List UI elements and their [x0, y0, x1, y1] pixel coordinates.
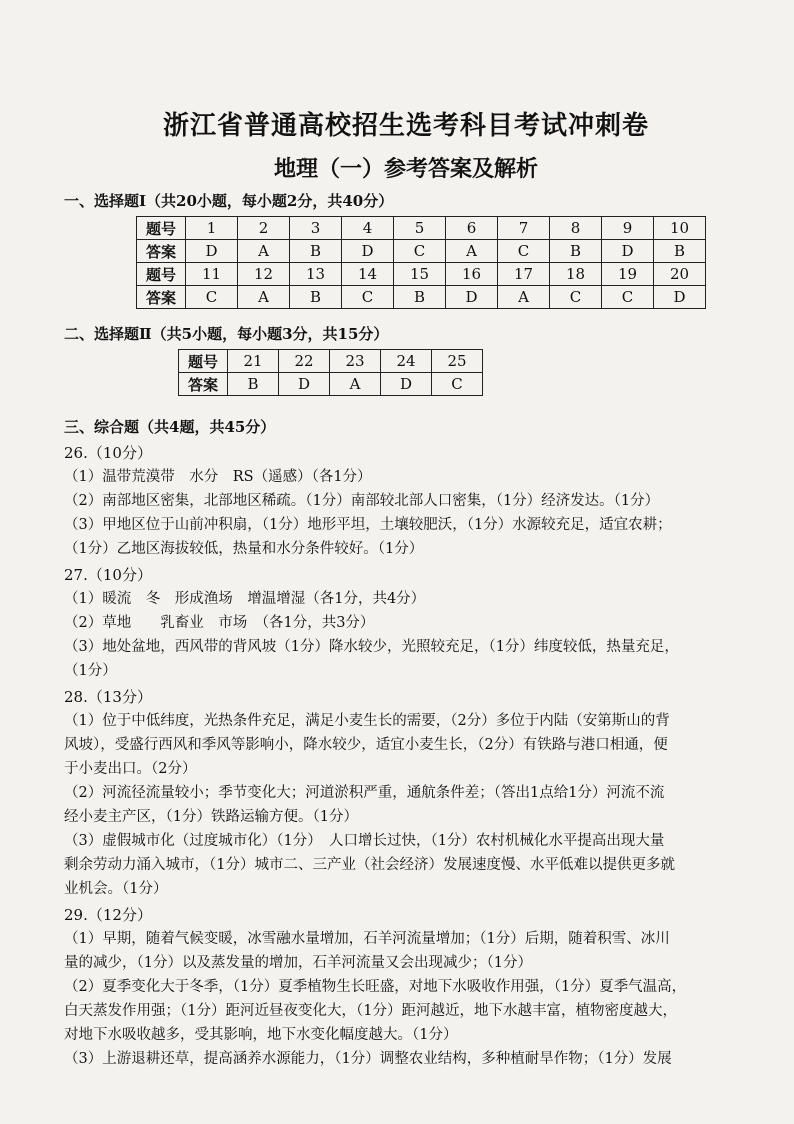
answer-line: （1）暖流 冬 形成渔场 增温增湿（各1分，共4分） — [64, 591, 426, 607]
question-number: 19 — [602, 263, 654, 286]
answer-cell: D — [279, 373, 330, 396]
answer-cell: D — [446, 286, 498, 309]
answer-line: （1分） — [64, 663, 117, 679]
answer-line: 白天蒸发作用强；（1分）距河近昼夜变化大，（1分）距河越近，地下水越丰富，植物密度越大， — [64, 1003, 677, 1019]
question-number: 23 — [330, 350, 381, 373]
answer-cell: D — [602, 240, 654, 263]
answer-line: （3）上游退耕还草，提高涵养水源能力，（1分）调整农业结构，多种植耐旱作物；（1分）发展 — [64, 1051, 672, 1067]
row-label: 题号 — [179, 350, 228, 373]
answer-cell: A — [238, 286, 290, 309]
answer-cell: D — [186, 240, 238, 263]
answer-line: （2）河流径流量较小；季节变化大；河道淤积严重，通航条件差；（答出1点给1分）河流不流 — [64, 785, 665, 801]
question-number: 16 — [446, 263, 498, 286]
question-title: 28.（13分） — [64, 688, 152, 706]
answer-line: 剩余劳动力涌入城市，（1分）城市二、三产业（社会经济）发展速度慢、水平低难以提供更多就 — [64, 857, 675, 873]
answer-cell: C — [432, 373, 483, 396]
question-number: 9 — [602, 217, 654, 240]
question-number: 24 — [381, 350, 432, 373]
question-number: 17 — [498, 263, 550, 286]
answer-cell: B — [654, 240, 706, 263]
answer-line: 经小麦主产区，（1分）铁路运输方便。（1分） — [64, 809, 358, 825]
answer-cell: D — [654, 286, 706, 309]
answer-line: （2）夏季变化大于冬季，（1分）夏季植物生长旺盛，对地下水吸收作用强，（1分）夏季气温高， — [64, 979, 687, 995]
answer-cell: B — [290, 240, 342, 263]
answer-line: （3）甲地区位于山前冲积扇，（1分）地形平坦，土壤较肥沃，（1分）水源较充足，适宜农耕； — [64, 517, 672, 533]
question-number: 2 — [238, 217, 290, 240]
answer-line: 对地下水吸收越多，受其影响，地下水变化幅度越大。（1分） — [64, 1027, 458, 1043]
question-number: 15 — [394, 263, 446, 286]
answer-cell: B — [550, 240, 602, 263]
answer-line: （1）早期，随着气候变暖，冰雪融水量增加，石羊河流量增加；（1分）后期，随着积雪、冰川 — [64, 931, 670, 947]
question-number: 8 — [550, 217, 602, 240]
answer-cell: C — [498, 240, 550, 263]
answer-line: （1）位于中低纬度，光热条件充足，满足小麦生长的需要，（2分）多位于内陆（安第斯山的背 — [64, 713, 670, 729]
answer-cell: A — [446, 240, 498, 263]
table-row — [179, 373, 483, 396]
answer-cell: C — [550, 286, 602, 309]
page-subtitle: 地理（一）参考答案及解析 — [273, 156, 538, 182]
row-label: 答案 — [137, 240, 186, 263]
question-27 — [64, 564, 748, 683]
section-1-heading: 一、选择题Ⅰ（共20小题，每小题2分，共40分） — [64, 192, 394, 210]
table-row — [179, 350, 483, 373]
answer-line: （3）虚假城市化（过度城市化）（1分） 人口增长过快，（1分）农村机械化水平提高出现大量 — [64, 833, 665, 849]
question-number: 4 — [342, 217, 394, 240]
question-number: 7 — [498, 217, 550, 240]
question-number: 14 — [342, 263, 394, 286]
table-row — [137, 286, 706, 309]
question-number: 18 — [550, 263, 602, 286]
answer-line: （1）温带荒漠带 水分 RS（遥感）（各1分） — [64, 469, 372, 485]
section-3-heading: 三、综合题（共4题，共45分） — [64, 418, 276, 436]
question-number: 25 — [432, 350, 483, 373]
answer-line: 风坡），受盛行西风和季风等影响小，降水较少，适宜小麦生长，（2分）有铁路与港口相通，便 — [64, 737, 668, 753]
question-number: 20 — [654, 263, 706, 286]
answer-line: 业机会。（1分） — [64, 881, 168, 897]
answer-cell: C — [186, 286, 238, 309]
row-label: 题号 — [137, 217, 186, 240]
question-number: 22 — [279, 350, 330, 373]
question-number: 11 — [186, 263, 238, 286]
row-label: 题号 — [137, 263, 186, 286]
question-title: 26.（10分） — [64, 444, 152, 462]
question-number: 10 — [654, 217, 706, 240]
question-title: 27.（10分） — [64, 566, 152, 584]
question-number: 21 — [228, 350, 279, 373]
answer-cell: C — [602, 286, 654, 309]
answer-cell: A — [330, 373, 381, 396]
answer-cell: A — [238, 240, 290, 263]
answer-cell: B — [228, 373, 279, 396]
row-label: 答案 — [179, 373, 228, 396]
answer-cell: D — [381, 373, 432, 396]
answer-line: 量的减少，（1分）以及蒸发量的增加，石羊河流量又会出现减少；（1分） — [64, 955, 532, 971]
answer-cell: B — [290, 286, 342, 309]
answer-table-2 — [178, 349, 483, 396]
table-row — [137, 263, 706, 286]
question-number: 13 — [290, 263, 342, 286]
answer-cell: D — [342, 240, 394, 263]
page-title: 浙江省普通高校招生选考科目考试冲刺卷 — [162, 111, 649, 141]
answer-cell: C — [342, 286, 394, 309]
answer-line: （3）地处盆地，西风带的背风坡（1分）降水较少，光照较充足，（1分）纬度较低，热量充足， — [64, 639, 679, 655]
answer-cell: B — [394, 286, 446, 309]
answer-line: 于小麦出口。（2分） — [64, 761, 197, 777]
question-number: 6 — [446, 217, 498, 240]
section-2-heading: 二、选择题Ⅱ（共5小题，每小题3分，共15分） — [64, 325, 389, 343]
row-label: 答案 — [137, 286, 186, 309]
question-29 — [64, 904, 748, 1071]
answer-table-1 — [136, 216, 706, 309]
question-26 — [64, 442, 748, 561]
table-row — [137, 240, 706, 263]
question-28 — [64, 686, 748, 901]
table-row — [137, 217, 706, 240]
answer-line: （1分）乙地区海拔较低，热量和水分条件较好。（1分） — [64, 541, 424, 557]
question-title: 29.（12分） — [64, 906, 152, 924]
answer-line: （2）草地 乳畜业 市场 （各1分，共3分） — [64, 615, 375, 631]
answer-line: （2）南部地区密集，北部地区稀疏。（1分）南部较北部人口密集，（1分）经济发达。（1分） — [64, 493, 660, 509]
answer-cell: A — [498, 286, 550, 309]
question-number: 1 — [186, 217, 238, 240]
answer-cell: C — [394, 240, 446, 263]
question-number: 3 — [290, 217, 342, 240]
question-number: 5 — [394, 217, 446, 240]
question-number: 12 — [238, 263, 290, 286]
